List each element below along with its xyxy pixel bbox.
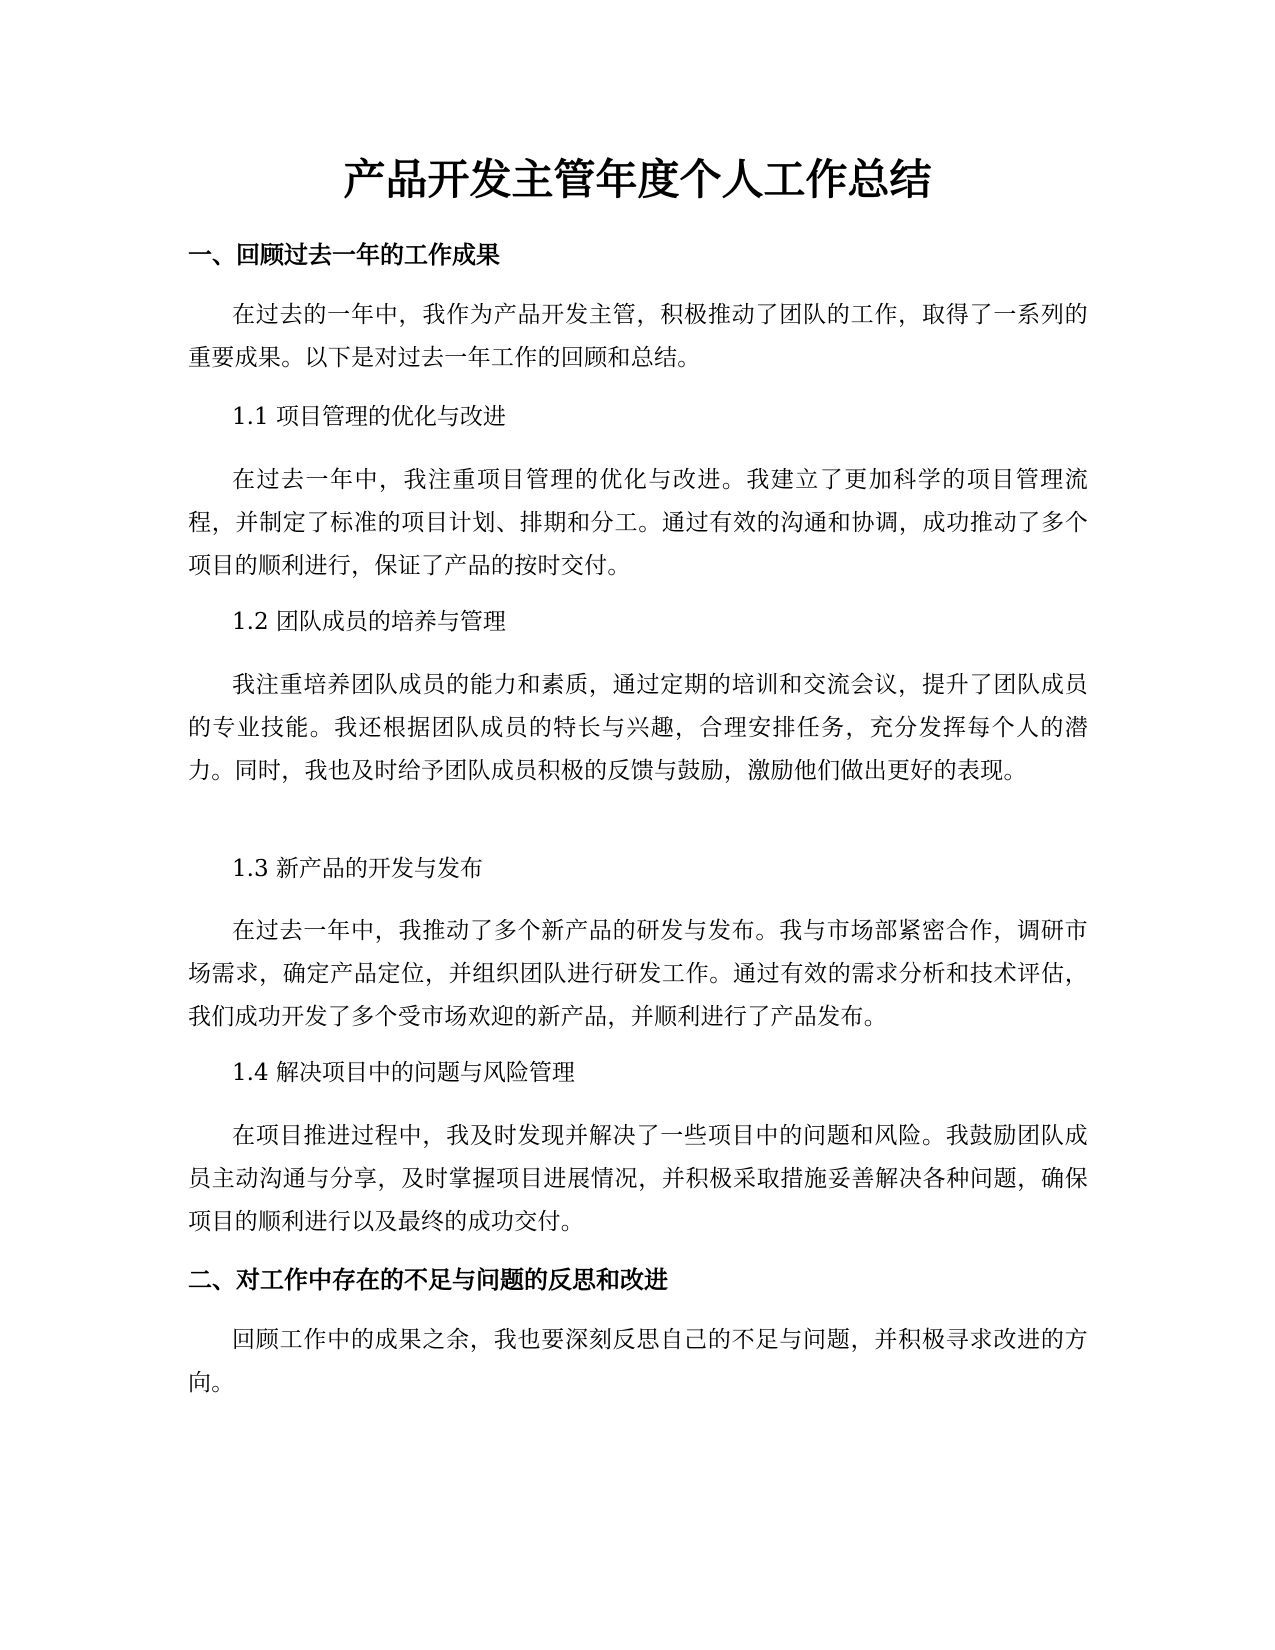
subsection-heading-1-3: 1.3 新产品的开发与发布	[232, 856, 483, 882]
section-heading-1: 一、回顾过去一年的工作成果	[188, 241, 500, 269]
subsection-heading-1-2: 1.2 团队成员的培养与管理	[232, 609, 506, 635]
subsection-1-3-text: 在过去一年中，我推动了多个新产品的研发与发布。我与市场部紧密合作，调研市场需求，确定产品定位，并组织团队进行研发工作。通过有效的需求分析和技术评估，我们成功开发了多个受市场欢迎的新产品，并顺利进行了产品发布。	[188, 918, 1088, 1030]
subsection-heading-1-4: 1.4 解决项目中的问题与风险管理	[232, 1060, 575, 1086]
document-title: 产品开发主管年度个人工作总结	[343, 155, 932, 204]
section-2-intro: 回顾工作中的成果之余，我也要深刻反思自己的不足与问题，并积极寻求改进的方向。	[188, 1327, 1088, 1396]
subsection-heading-1-1: 1.1 项目管理的优化与改进	[232, 404, 506, 430]
section-heading-2: 二、对工作中存在的不足与问题的反思和改进	[188, 1266, 668, 1294]
subsection-1-2-text: 我注重培养团队成员的能力和素质，通过定期的培训和交流会议，提升了团队成员的专业技能。我还根据团队成员的特长与兴趣，合理安排任务，充分发挥每个人的潜力。同时，我也及时给予团队成员积极的反馈与鼓励，激励他们做出更好的表现。	[188, 672, 1088, 784]
section-1-intro: 在过去的一年中，我作为产品开发主管，积极推动了团队的工作，取得了一系列的重要成果。以下是对过去一年工作的回顾和总结。	[188, 302, 1088, 371]
subsection-1-4-text: 在项目推进过程中，我及时发现并解决了一些项目中的问题和风险。我鼓励团队成员主动沟通与分享，及时掌握项目进展情况，并积极采取措施妥善解决各种问题，确保项目的顺利进行以及最终的成功交付。	[188, 1123, 1088, 1235]
subsection-1-1-text: 在过去一年中，我注重项目管理的优化与改进。我建立了更加科学的项目管理流程，并制定了标准的项目计划、排期和分工。通过有效的沟通和协调，成功推动了多个项目的顺利进行，保证了产品的按时交付。	[188, 467, 1088, 579]
